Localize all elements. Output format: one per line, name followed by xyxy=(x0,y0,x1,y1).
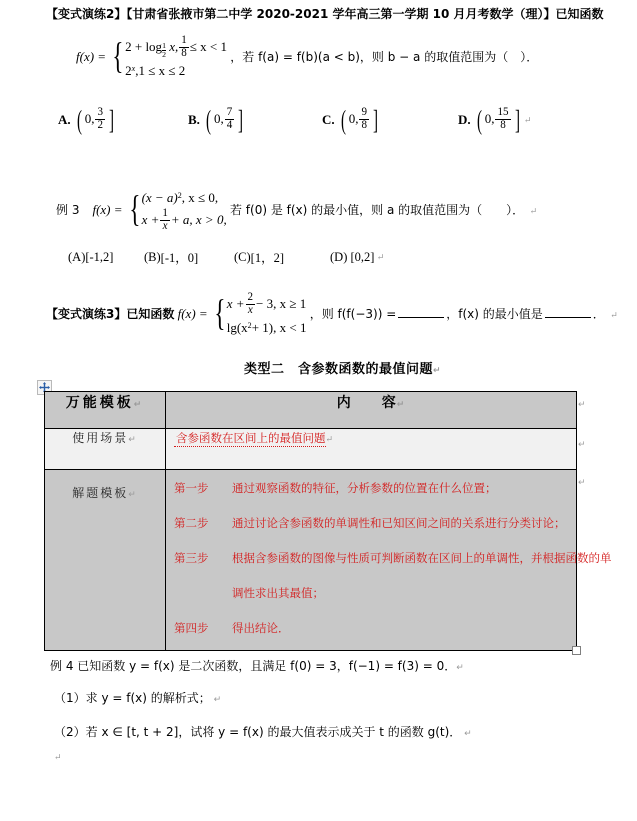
one-eighth-fraction: $\frac{1}{8}$ xyxy=(181,34,187,60)
problem3-heading: 【变式演练3】已知函数 xyxy=(46,306,175,321)
log-base-fraction: $\frac{1}{2}$ xyxy=(162,41,166,59)
problem1-tail-text: ，若 f(a) = f(b)(a < b)，则 b − a 的取值范围为（ ）． xyxy=(230,49,539,64)
problem3-case-2: $\lg(x^2+ 1)$, x < 1 xyxy=(226,320,307,336)
problem2-block: 例 3 f(x) = { $(x - a)^2$, x ≤ 0, x + $\frac{1}{x}$ + a, x > 0, 若 f(0) 是 f(x) 的最小值，则 a 的取值范围为（ ）． ↵ xyxy=(56,188,537,234)
usage-scenario-content-cell: 含参函数在区间上的最值问题↵ xyxy=(166,429,577,470)
problem4-part-2: （2）若 x ∈ [t, t + 2]，试将 y = f(x) 的最大值表示成关于 t 的函数 g(t)． ↵ xyxy=(54,725,472,739)
problem4-trailing-pilcrow: ↵ xyxy=(54,752,62,762)
problem4-heading: 例 4 已知函数 y = f(x) 是二次函数，且满足 f(0) = 3，f(−1) = f(3) = 0．↵ xyxy=(50,659,464,673)
solution-steps-list xyxy=(166,470,612,650)
problem1-case-1: 2 + log $\frac{1}{2}$ x, $\frac{1}{8}$ ≤ x < 1 xyxy=(125,34,227,60)
solution-step-1: 第一步 通过观察函数的特征，分析参数的位置在什么位置； xyxy=(174,481,497,495)
problem3-mid-text: ，则 f(f(−3)) = xyxy=(309,306,397,321)
outside-pilcrow-1: ↵ xyxy=(578,400,586,410)
answer-blank-2[interactable] xyxy=(545,306,591,318)
problem2-heading: 例 3 xyxy=(56,202,80,217)
solution-template-label-cell: 解题模板↵ xyxy=(45,470,166,651)
problem2-formula-lhs: f(x) = xyxy=(92,201,123,217)
problem1-formula xyxy=(76,35,538,81)
left-brace-icon: { xyxy=(112,36,124,78)
usage-scenario-text: 含参函数在区间上的最值问题 xyxy=(176,431,326,445)
problem2-piecewise xyxy=(126,188,227,234)
table-row-usage-scenario xyxy=(45,429,577,470)
option-d-2[interactable]: (D) [0,2] ↵ xyxy=(330,249,385,264)
problem3-case-1: x + $\frac{2}{x}$ − 3, x ≥ 1 xyxy=(226,291,307,317)
problem3-formula-lhs: f(x) = xyxy=(177,305,208,321)
section-title: 类型二 含参数函数的最值问题↵ xyxy=(244,362,442,377)
option-d[interactable]: D. ( 0, $\frac{15}{8}$ ] ↵ xyxy=(458,104,532,135)
solution-template-content-cell xyxy=(166,470,612,651)
option-c[interactable]: C. ( 0, $\frac{9}{8}$ ] xyxy=(322,104,379,135)
problem3-tail-text: ，f(x) 的最小值是 xyxy=(446,306,543,321)
problem2-case-1: $(x - a)^2$, x ≤ 0, xyxy=(141,190,219,205)
answer-blank-1[interactable] xyxy=(398,306,444,318)
problem2-options xyxy=(68,248,384,266)
problem2-tail-text: 若 f(0) 是 f(x) 的最小值，则 a 的取值范围为（ ）． xyxy=(229,202,525,217)
option-b-2[interactable]: (B) [-1，0] xyxy=(144,249,199,265)
problem2-case-2: x + $\frac{1}{x}$ + a, x > 0, xyxy=(141,207,227,232)
problem3-piecewise xyxy=(211,292,307,338)
usage-scenario-label-cell: 使用场景↵ xyxy=(45,429,166,470)
outside-pilcrow-3: ↵ xyxy=(578,478,586,488)
problem3-block: 【变式演练3】已知函数 f(x) = { x + $\frac{2}{x}$ − 3, x ≥ 1 $\lg(x^2+ 1)$, x < 1 ，则 f(f(−3)) = ，f(x) 的最小值是 ． ↵ xyxy=(46,292,618,338)
solution-step-3-continuation: 调性求出其最值； xyxy=(232,586,324,600)
solution-step-3: 第三步 根据含参函数的图像与性质可判断函数在区间上的单调性，并根据函数的单 xyxy=(174,551,612,565)
table-resize-handle-icon[interactable] xyxy=(572,646,581,655)
problem1-case-2: $2^x,1 \le x \le 2$ xyxy=(125,63,186,79)
problem1-heading: 【变式演练2】【甘肃省张掖市第二中学 2020-2021 学年高三第一学期 10 月月考数学（理）】已知函数 xyxy=(46,7,604,21)
option-a-2[interactable]: (A) [-1,2] xyxy=(68,249,114,264)
problem4-part-1: （1）求 y = f(x) 的解析式； ↵ xyxy=(54,691,222,705)
two-over-x-fraction: $\frac{2}{x}$ xyxy=(247,291,254,317)
left-brace-icon: { xyxy=(129,189,141,231)
one-over-x-fraction: $\frac{1}{x}$ xyxy=(162,207,168,232)
table-row-solution-template xyxy=(45,470,577,651)
left-brace-icon: { xyxy=(214,293,226,335)
template-table xyxy=(44,391,612,651)
solution-step-4: 第四步 得出结论． xyxy=(174,621,290,635)
problem1-piecewise xyxy=(109,35,227,81)
option-a[interactable]: A. ( 0, $\frac{3}{2}$ ] xyxy=(58,104,115,135)
problem1-options xyxy=(58,104,532,135)
option-b[interactable]: B. ( 0, $\frac{7}{4}$ ] xyxy=(188,104,244,135)
template-table-wrapper xyxy=(44,391,612,651)
table-header-cell-content: 内 容↵ xyxy=(166,392,577,429)
table-header-row xyxy=(45,392,577,429)
table-header-cell-template: 万能模板↵ xyxy=(45,392,166,429)
option-c-2[interactable]: (C) [1，2] xyxy=(234,249,284,265)
problem1-formula-lhs: f(x) = xyxy=(76,48,107,64)
solution-step-2: 第二步 通过讨论含参函数的单调性和已知区间之间的关系进行分类讨论； xyxy=(174,516,566,530)
outside-pilcrow-2: ↵ xyxy=(578,440,586,450)
